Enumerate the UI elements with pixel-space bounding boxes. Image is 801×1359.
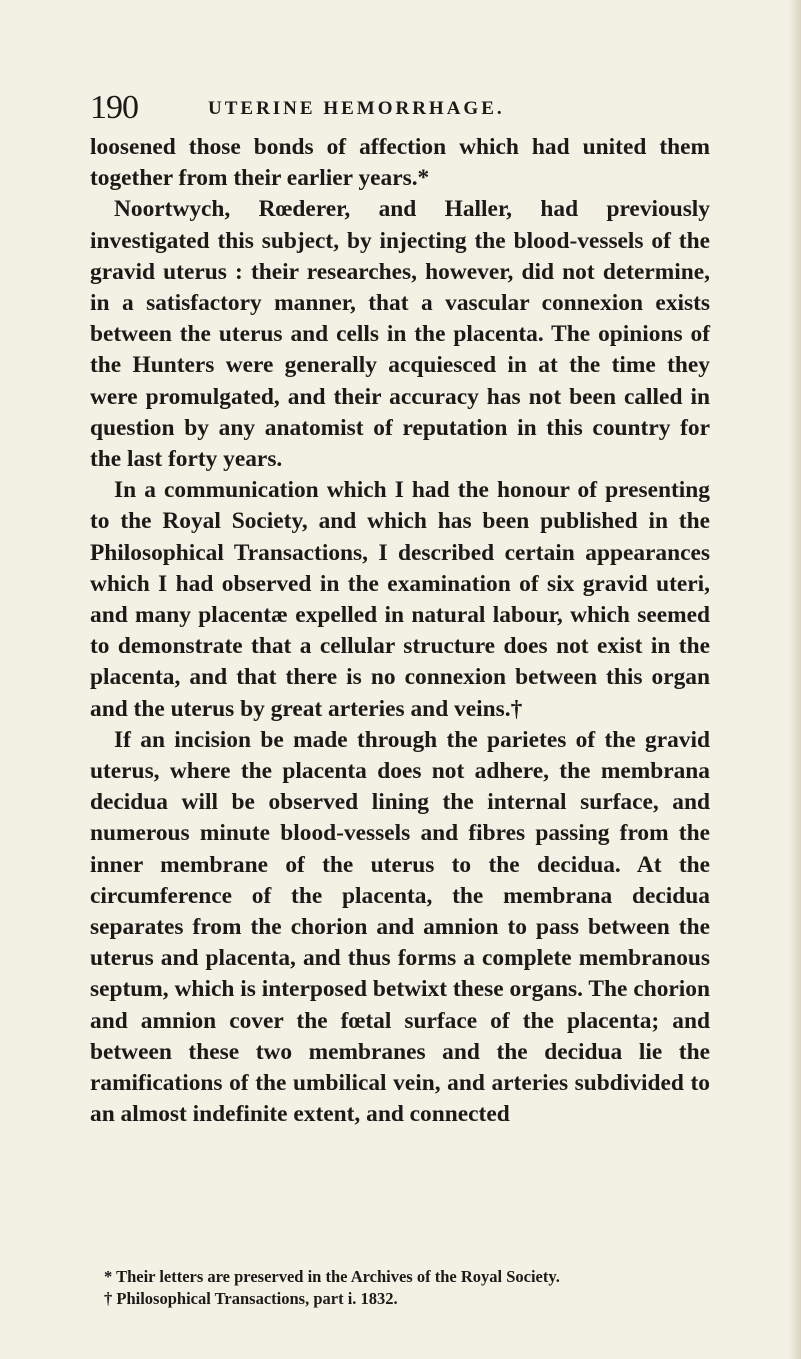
paragraph: If an incision be made through the parietes of the gravid uterus, where the placenta does not adhere, the membrana decidua will be observed lining the internal surface, and numerous minute blood-vessels and fibres passing from the inner membrane of the uterus to the decidua. At the circumference of the placenta, the membrana decidua separates from the chorion and amnion to pass between the uterus and placenta, and thus forms a complete membranous septum, which is interposed betwixt these organs. The chorion and amnion cover the fœtal surface of the placenta; and between these two membranes and the decidua lie the ramifications of the umbilical vein, and arteries subdivided to an almost indefinite extent, and connected — [90, 726, 710, 1128]
paragraph: In a communication which I had the honour of presenting to the Royal Society, and which has been published in the Philosophical Transactions, I described certain appearances which I had observed in the examination of six gravid uteri, and many placentæ expelled in natural labour, which seemed to demonstrate that a cellular structure does not exist in the placenta, and that there is no connexion between this organ and the uterus by great arteries and veins.† — [90, 477, 710, 722]
page-header — [90, 88, 710, 128]
page-edge-shadow — [789, 0, 801, 1359]
body-text — [90, 132, 710, 1131]
footnotes — [90, 1266, 710, 1310]
paragraph-continuation: loosened those bonds of affection which had united them together from their earlier years.* — [90, 134, 710, 192]
paragraph: Noortwych, Rœderer, and Haller, had previously investigated this subject, by injecting the blood-vessels of the gravid uterus : their researches, however, did not determine, in a satisfactory manner, that a vascular connexion exists between the uterus and cells in the placenta. The opinions of the Hunters were generally acquiesced in at the time they were promulgated, and their accuracy has not been called in question by any anatomist of reputation in this country for the last forty years. — [90, 196, 710, 473]
page-number: 190 — [90, 89, 138, 126]
running-title: UTERINE HEMORRHAGE. — [208, 98, 505, 119]
footnote: † Philosophical Transactions, part i. 1832. — [104, 1289, 398, 1308]
footnote: * Their letters are preserved in the Archives of the Royal Society. — [104, 1267, 560, 1286]
